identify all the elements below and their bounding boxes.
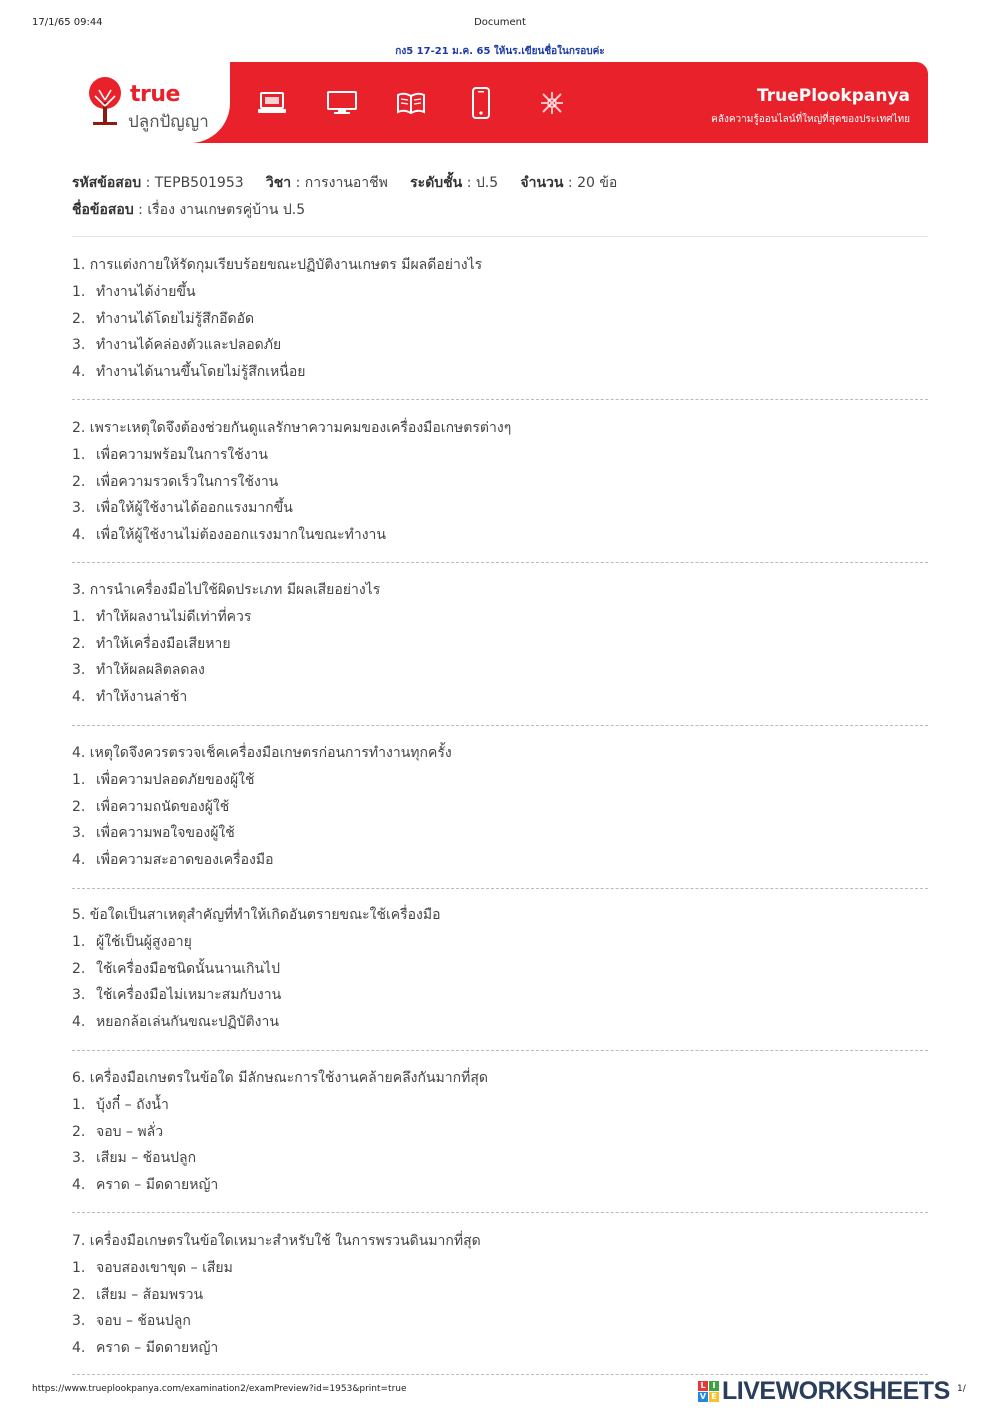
logo-true-text: true xyxy=(130,82,180,107)
option-4[interactable]: 4. ทำให้งานล่าช้า xyxy=(72,688,188,705)
option-text: เพื่อความพอใจของผู้ใช้ xyxy=(96,825,235,841)
question-4 xyxy=(72,743,928,876)
option-2[interactable]: 2. เสียม – ส้อมพรวน xyxy=(72,1286,204,1303)
print-datetime: 17/1/65 09:44 xyxy=(32,17,103,28)
question-6 xyxy=(72,1068,928,1201)
option-2[interactable]: 2. ใช้เครื่องมือชนิดนั้นนานเกินไป xyxy=(72,960,280,977)
option-text: ทำให้ผลงานไม่ดีเท่าที่ควร xyxy=(96,609,252,625)
logo-thai-text: ปลูกปัญญา xyxy=(128,112,209,132)
option-2[interactable]: 2. จอบ – พลั่ว xyxy=(72,1123,164,1140)
exam-code-label: รหัสข้อสอบ xyxy=(72,175,142,191)
question-3 xyxy=(72,580,928,713)
print-url: https://www.trueplookpanya.com/examination2/examPreview?id=1953&print=true xyxy=(32,1384,407,1394)
option-3[interactable]: 3. จอบ – ช้อนปลูก xyxy=(72,1313,191,1329)
option-text: ทำงานได้ง่ายขึ้น xyxy=(96,284,196,300)
exam-level-value: : ป.5 xyxy=(462,175,499,191)
question-text: 6. เครื่องมือเกษตรในข้อใด มีลักษณะการใช้งานคล้ายคลึงกันมากที่สุด xyxy=(72,1070,488,1086)
option-text: ใช้เครื่องมือชนิดนั้นนานเกินไป xyxy=(96,960,280,977)
option-3[interactable]: 3. ทำให้ผลผลิตลดลง xyxy=(72,662,205,678)
option-4[interactable]: 4. หยอกล้อเล่นกันขณะปฏิบัติงาน xyxy=(72,1013,279,1030)
question-5 xyxy=(72,905,928,1038)
exam-subject-label: วิชา xyxy=(265,175,292,191)
print-title: Document xyxy=(474,17,526,28)
option-3[interactable]: 3. เพื่อให้ผู้ใช้งานได้ออกแรงมากขึ้น xyxy=(72,500,293,516)
option-1[interactable]: 1. จอบสองเขาขุด – เสียม xyxy=(72,1260,233,1276)
question-divider xyxy=(72,562,928,563)
option-text: ทำงานได้โดยไม่รู้สึกอึดอัด xyxy=(96,310,255,327)
option-4[interactable]: 4. เพื่อให้ผู้ใช้งานไม่ต้องออกแรงมากในขณะทำงาน xyxy=(72,526,386,543)
brain-icon[interactable] xyxy=(535,86,569,120)
option-text: เสียม – ช้อนปลูก xyxy=(96,1150,197,1166)
option-4[interactable]: 4. เพื่อความสะอาดของเครื่องมือ xyxy=(72,851,274,868)
question-divider xyxy=(72,725,928,726)
option-text: จอบ – พลั่ว xyxy=(96,1123,164,1140)
option-4[interactable]: 4. คราด – มีดดายหญ้า xyxy=(72,1339,219,1356)
option-text: คราด – มีดดายหญ้า xyxy=(96,1339,219,1356)
exam-name-label: ชื่อข้อสอบ xyxy=(72,202,134,218)
option-text: เพื่อความรวดเร็วในการใช้งาน xyxy=(96,473,279,490)
page-number: 1/ xyxy=(957,1384,966,1394)
question-1 xyxy=(72,255,928,388)
option-4[interactable]: 4. ทำงานได้นานขึ้นโดยไม่รู้สึกเหนื่อย xyxy=(72,363,306,380)
question-divider xyxy=(72,1374,928,1375)
question-divider xyxy=(72,1212,928,1213)
option-text: เพื่อความถนัดของผู้ใช้ xyxy=(96,798,230,815)
option-4[interactable]: 4. คราด – มีดดายหญ้า xyxy=(72,1176,219,1193)
exam-code-value: : TEPB501953 xyxy=(141,175,244,191)
book-icon[interactable] xyxy=(394,86,428,120)
liveworksheets-logo-icon xyxy=(698,1381,719,1402)
question-text: 5. ข้อใดเป็นสาเหตุสำคัญที่ทำให้เกิดอันตรายขณะใช้เครื่องมือ xyxy=(72,907,441,923)
option-1[interactable]: 1. เพื่อความปลอดภัยของผู้ใช้ xyxy=(72,772,255,788)
exam-count-value: : 20 ข้อ xyxy=(563,175,618,191)
option-text: เพื่อให้ผู้ใช้งานไม่ต้องออกแรงมากในขณะทำงาน xyxy=(96,526,386,543)
option-text: เพื่อความพร้อมในการใช้งาน xyxy=(96,447,268,463)
exam-count-label: จำนวน xyxy=(520,175,564,191)
tree-logo-icon xyxy=(86,76,124,126)
phone-icon[interactable] xyxy=(464,86,498,120)
exam-name-value: : เรื่อง งานเกษตรคู่บ้าน ป.5 xyxy=(133,202,306,218)
badge-letter: V xyxy=(699,1392,707,1401)
question-text: 2. เพราะเหตุใดจึงต้องช่วยกันดูแลรักษาความคมของเครื่องมือเกษตรต่างๆ xyxy=(72,420,512,436)
option-text: ผู้ใช้เป็นผู้สูงอายุ xyxy=(96,934,192,950)
option-text: ทำงานได้คล่องตัวและปลอดภัย xyxy=(96,337,282,353)
question-text: 1. การแต่งกายให้รัดกุมเรียบร้อยขณะปฏิบัติงานเกษตร มีผลดีอย่างไร xyxy=(72,257,483,273)
option-text: เพื่อให้ผู้ใช้งานได้ออกแรงมากขึ้น xyxy=(96,500,293,516)
option-1[interactable]: 1. เพื่อความพร้อมในการใช้งาน xyxy=(72,447,268,463)
liveworksheets-watermark[interactable] xyxy=(698,1377,950,1405)
question-divider xyxy=(72,888,928,889)
option-3[interactable]: 3. ใช้เครื่องมือไม่เหมาะสมกับงาน xyxy=(72,987,282,1003)
option-text: จอบ – ช้อนปลูก xyxy=(96,1313,191,1329)
liveworksheets-text: LIVEWORKSHEETS xyxy=(722,1376,950,1405)
option-3[interactable]: 3. เสียม – ช้อนปลูก xyxy=(72,1150,197,1166)
option-text: เสียม – ส้อมพรวน xyxy=(96,1286,204,1303)
badge-letter: E xyxy=(709,1392,719,1402)
option-text: ทำให้งานล่าช้า xyxy=(96,688,188,705)
option-2[interactable]: 2. ทำงานได้โดยไม่รู้สึกอึดอัด xyxy=(72,310,255,327)
option-text: เพื่อความปลอดภัยของผู้ใช้ xyxy=(96,772,255,788)
option-text: ทำให้ผลผลิตลดลง xyxy=(96,662,205,678)
option-1[interactable]: 1. ทำให้ผลงานไม่ดีเท่าที่ควร xyxy=(72,609,252,625)
exam-subject-value: : การงานอาชีพ xyxy=(291,175,388,191)
question-text: 7. เครื่องมือเกษตรในข้อใดเหมาะสำหรับใช้ ในการพรวนดินมากที่สุด xyxy=(72,1233,481,1249)
option-2[interactable]: 2. เพื่อความรวดเร็วในการใช้งาน xyxy=(72,473,279,490)
option-1[interactable]: 1. บุ้งกี๋ – ถังน้ำ xyxy=(72,1097,169,1113)
question-2 xyxy=(72,418,928,551)
badge-letter: L xyxy=(698,1381,708,1391)
exam-level-label: ระดับชั้น xyxy=(410,175,463,191)
brand-tagline: คลังความรู้ออนไลน์ที่ใหญ่ที่สุดของประเทศไทย xyxy=(711,114,910,125)
teacher-instruction: กง5 17-21 ม.ค. 65 ให้นร.เขียนชื่อในกรอบค่ะ xyxy=(395,46,605,57)
logo[interactable] xyxy=(72,62,230,143)
option-3[interactable]: 3. ทำงานได้คล่องตัวและปลอดภัย xyxy=(72,337,282,353)
monitor-icon[interactable] xyxy=(325,86,359,120)
option-1[interactable]: 1. ทำงานได้ง่ายขึ้น xyxy=(72,284,196,300)
laptop-icon[interactable] xyxy=(255,86,289,120)
header-divider xyxy=(72,236,928,237)
exam-meta-line-1 xyxy=(72,172,617,194)
option-1[interactable]: 1. ผู้ใช้เป็นผู้สูงอายุ xyxy=(72,934,192,950)
option-text: จอบสองเขาขุด – เสียม xyxy=(96,1260,233,1276)
question-divider xyxy=(72,399,928,400)
option-text: คราด – มีดดายหญ้า xyxy=(96,1176,219,1193)
option-text: ทำงานได้นานขึ้นโดยไม่รู้สึกเหนื่อย xyxy=(96,363,306,380)
option-text: ทำให้เครื่องมือเสียหาย xyxy=(96,635,231,652)
badge-letter: I xyxy=(709,1381,719,1391)
brand-name: TruePlookpanya xyxy=(757,86,910,106)
option-text: หยอกล้อเล่นกันขณะปฏิบัติงาน xyxy=(96,1013,279,1030)
question-text: 3. การนำเครื่องมือไปใช้ผิดประเภท มีผลเสียอย่างไร xyxy=(72,582,381,598)
question-text: 4. เหตุใดจึงควรตรวจเช็คเครื่องมือเกษตรก่อนการทำงานทุกครั้ง xyxy=(72,745,452,761)
exam-meta-line-2 xyxy=(72,199,305,221)
option-text: ใช้เครื่องมือไม่เหมาะสมกับงาน xyxy=(96,987,282,1003)
question-7 xyxy=(72,1231,928,1364)
option-text: เพื่อความสะอาดของเครื่องมือ xyxy=(96,851,274,868)
option-text: บุ้งกี๋ – ถังน้ำ xyxy=(96,1097,169,1113)
option-2[interactable]: 2. เพื่อความถนัดของผู้ใช้ xyxy=(72,798,230,815)
header-banner xyxy=(72,62,928,143)
question-divider xyxy=(72,1050,928,1051)
option-2[interactable]: 2. ทำให้เครื่องมือเสียหาย xyxy=(72,635,231,652)
option-3[interactable]: 3. เพื่อความพอใจของผู้ใช้ xyxy=(72,825,235,841)
